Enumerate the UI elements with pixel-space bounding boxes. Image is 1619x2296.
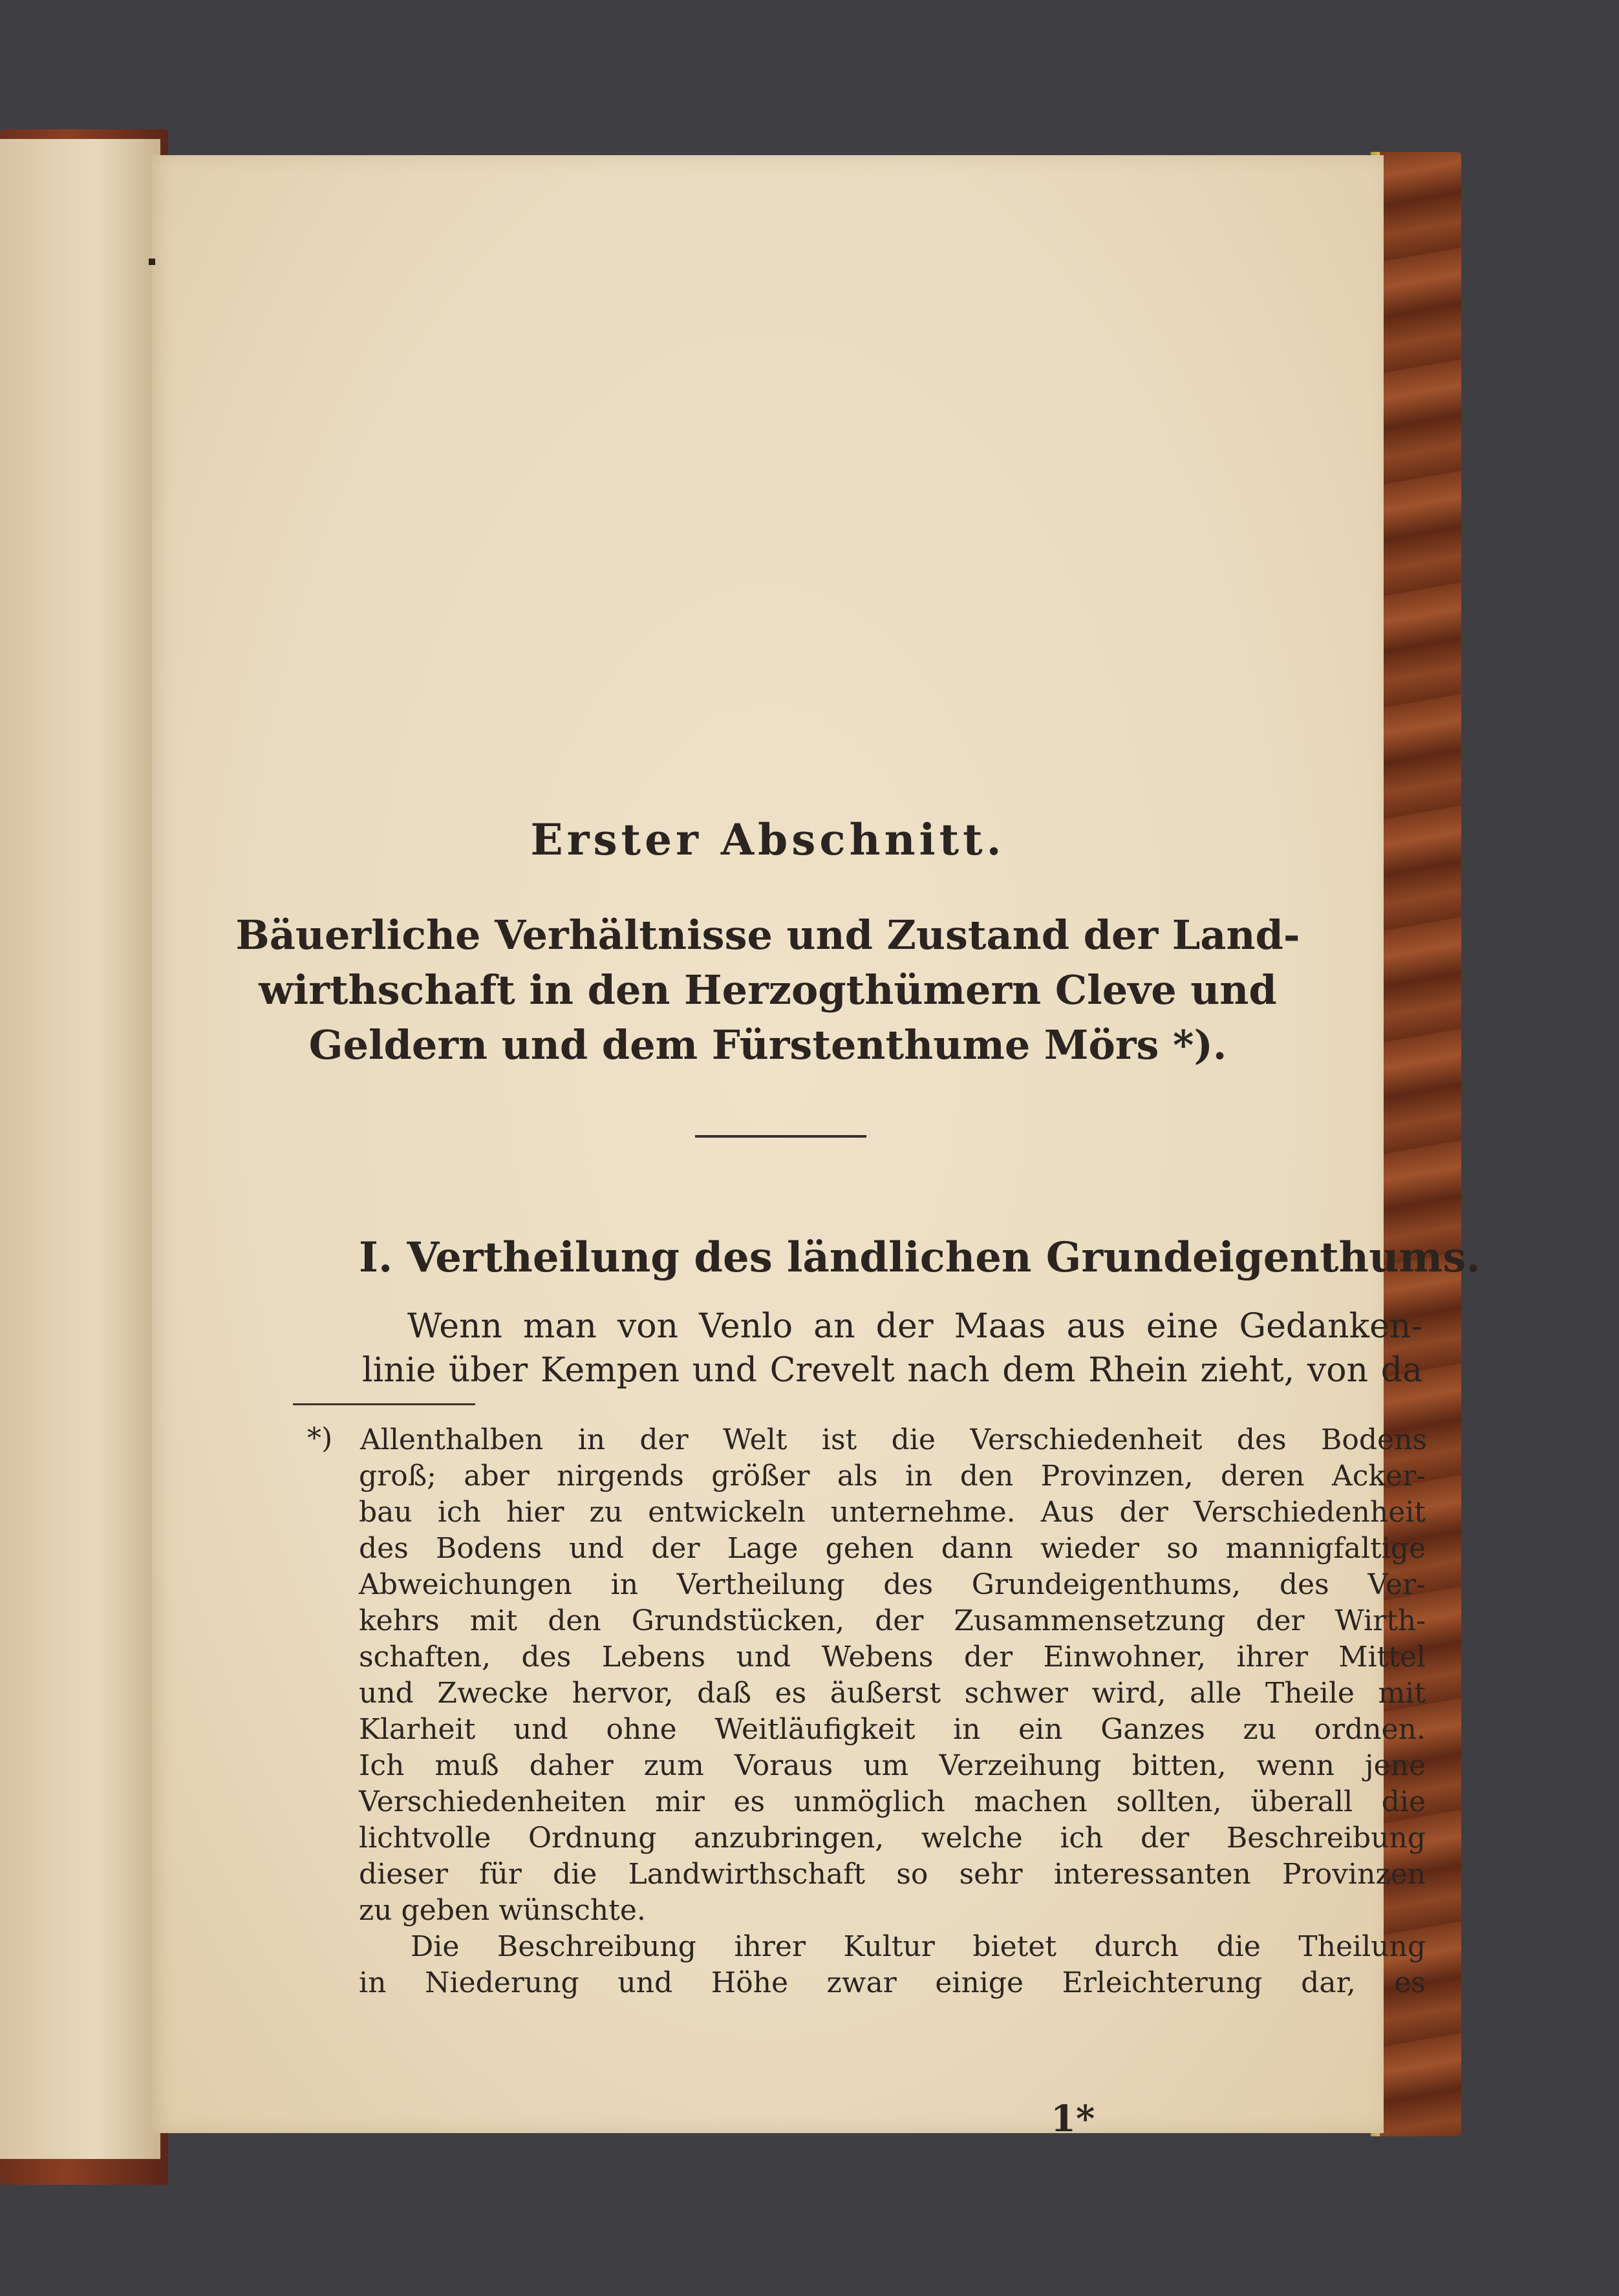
footnote-line: und Zwecke hervor, daß es äußerst schwer wird, alle Theile mit: [359, 1677, 1426, 1710]
footnote-line: bau ich hier zu entwickeln unternehme. Aus der Verschiedenheit: [359, 1496, 1426, 1529]
body-line: linie über Kempen und Crevelt nach dem Rhein zieht, von da: [362, 1351, 1422, 1390]
section-heading: I. Vertheilung des ländlichen Grundeigenthums.: [359, 1233, 1481, 1282]
footnote-line: Die Beschreibung ihrer Kultur bietet durch die Theilung: [411, 1930, 1426, 1963]
footnote-line: Abweichungen in Vertheilung des Grundeigenthums, des Ver-: [359, 1568, 1426, 1601]
title-line: Bäuerliche Verhältnisse und Zustand der Land-: [235, 911, 1300, 959]
page-content: [152, 155, 1481, 2140]
footnote-line: Klarheit und ohne Weitläufigkeit in ein Ganzes zu ordnen.: [359, 1713, 1426, 1746]
chapter-heading: Erster Abschnitt.: [530, 814, 1005, 865]
footnote-line: zu geben wünschte.: [359, 1894, 646, 1927]
divider-rule: [695, 1135, 866, 1138]
title-line: wirthschaft in den Herzogthümern Cleve und: [259, 966, 1277, 1014]
bleed-through-text: [19, 475, 149, 516]
page-mark: [149, 259, 155, 265]
footnote-line: lichtvolle Ordnung anzubringen, welche ich der Beschreibung: [359, 1822, 1426, 1855]
footnote-line: in Niederung und Höhe zwar einige Erleichterung dar, es: [359, 1966, 1426, 1999]
footnote-line: Verschiedenheiten mir es unmöglich machen sollten, überall die: [359, 1785, 1426, 1818]
previous-page: [0, 139, 160, 2159]
footnote-line: groß; aber nirgends größer als in den Provinzen, deren Acker-: [359, 1460, 1426, 1493]
body-line: Wenn man von Venlo an der Maas aus eine Gedanken-: [407, 1307, 1422, 1346]
footnote-line: dieser für die Landwirthschaft so sehr interessanten Provinzen: [359, 1858, 1426, 1891]
book-page: [152, 155, 1481, 2140]
footnote-line: schaften, des Lebens und Webens der Einwohner, ihrer Mittel: [359, 1641, 1426, 1674]
footnote-line: kehrs mit den Grundstücken, der Zusammensetzung der Wirth-: [359, 1604, 1426, 1637]
footnote-rule: [293, 1403, 475, 1405]
footnote-line: Ich muß daher zum Voraus um Verzeihung bitten, wenn jene: [359, 1749, 1426, 1782]
printer-signature: 1*: [1051, 2098, 1095, 2140]
footnote-line: des Bodens und der Lage gehen dann wieder so mannigfaltige: [359, 1532, 1426, 1565]
footnote-marker: *): [307, 1422, 333, 1455]
footnote-line: Allenthalben in der Welt ist die Verschiedenheit des Bodens: [360, 1423, 1427, 1456]
title-line: Geldern und dem Fürstenthume Mörs *).: [308, 1021, 1227, 1068]
